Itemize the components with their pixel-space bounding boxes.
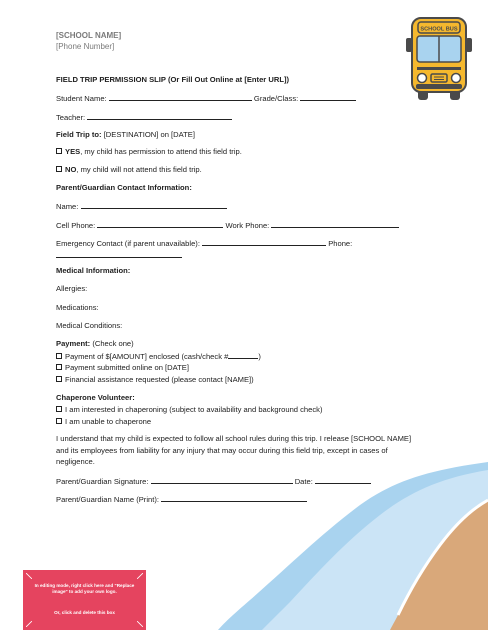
signature-row xyxy=(56,476,371,486)
form-title: FIELD TRIP PERMISSION SLIP (Or Fill Out Online at [Enter URL]) xyxy=(56,75,290,84)
name-label: Name: xyxy=(56,202,79,211)
field-trip-row xyxy=(56,130,195,139)
payment-label: Payment: xyxy=(56,339,91,348)
logo-instruction: In editing mode, right click here and "Replace image" to add your own logo. xyxy=(34,583,135,594)
emergency-contact-field[interactable] xyxy=(202,238,326,246)
corner-mark-icon xyxy=(26,621,32,627)
payment-option-amount xyxy=(56,351,261,361)
student-name-field[interactable] xyxy=(109,93,252,101)
payment-heading-row xyxy=(56,339,134,348)
logo-placeholder[interactable] xyxy=(23,570,146,630)
chaperone-interested-text: I am interested in chaperoning (subject to availability and background check) xyxy=(65,405,323,414)
emergency-phone-field[interactable] xyxy=(56,250,182,258)
contact-heading: Parent/Guardian Contact Information: xyxy=(56,183,192,192)
school-bus-icon xyxy=(404,12,474,104)
medical-heading: Medical Information: xyxy=(56,266,131,275)
payment-online-text: Payment submitted online on [DATE] xyxy=(65,363,189,372)
field-trip-value: [DESTINATION] on [DATE] xyxy=(103,130,195,139)
payment-assistance-text: Financial assistance requested (please contact [NAME]) xyxy=(65,375,254,384)
grade-class-label: Grade/Class: xyxy=(253,94,299,103)
no-text: , my child will not attend this field trip. xyxy=(76,165,202,174)
payment-amount-close: ) xyxy=(258,352,261,361)
check-number-field[interactable] xyxy=(228,351,258,359)
printed-name-row xyxy=(56,494,307,504)
signature-label: Parent/Guardian Signature: xyxy=(56,477,149,486)
teacher-label: Teacher: xyxy=(56,113,86,122)
school-phone: [Phone Number] xyxy=(56,42,115,51)
emergency-row xyxy=(56,238,352,248)
payment-option-assistance xyxy=(56,375,254,384)
date-label: Date: xyxy=(294,477,313,486)
payment-amount-checkbox[interactable] xyxy=(56,353,62,359)
medical-conditions-label: Medical Conditions: xyxy=(56,321,123,330)
teacher-row xyxy=(56,112,232,122)
emergency-phone-label: Phone: xyxy=(328,239,353,248)
work-phone-field[interactable] xyxy=(271,220,399,228)
date-field[interactable] xyxy=(315,476,371,484)
yes-checkbox[interactable] xyxy=(56,148,62,154)
payment-note: (Check one) xyxy=(92,339,134,348)
logo-delete-instruction: Or, click and delete this box xyxy=(54,610,115,615)
phone-row xyxy=(56,220,399,230)
student-row xyxy=(56,93,356,103)
school-name: [SCHOOL NAME] xyxy=(56,31,122,40)
yes-label: YES xyxy=(65,147,81,156)
corner-mark-icon xyxy=(137,621,143,627)
grade-class-field[interactable] xyxy=(300,93,356,101)
chaperone-unable-text: I am unable to chaperone xyxy=(65,417,152,426)
medications-label: Medications: xyxy=(56,303,99,312)
name-field[interactable] xyxy=(81,201,227,209)
payment-assistance-checkbox[interactable] xyxy=(56,376,62,382)
chaperone-heading: Chaperone Volunteer: xyxy=(56,393,135,402)
emergency-contact-label: Emergency Contact (if parent unavailable): xyxy=(56,239,200,248)
no-label: NO xyxy=(65,165,77,174)
student-name-label: Student Name: xyxy=(56,94,107,103)
no-checkbox[interactable] xyxy=(56,166,62,172)
cell-phone-field[interactable] xyxy=(97,220,223,228)
yes-text: , my child has permission to attend this field trip. xyxy=(80,147,242,156)
work-phone-label: Work Phone: xyxy=(225,221,270,230)
no-option xyxy=(56,165,202,174)
name-row xyxy=(56,201,227,211)
printed-name-label: Parent/Guardian Name (Print): xyxy=(56,495,159,504)
corner-mark-icon xyxy=(137,573,143,579)
liability-agreement: I understand that my child is expected to follow all school rules during this trip. I release [SCHOOL NAME] and its employees from liability for any injury that may occur during this field trip, except in cases of negligence. xyxy=(56,434,412,466)
chaperone-interested-checkbox[interactable] xyxy=(56,406,62,412)
printed-name-field[interactable] xyxy=(161,494,307,502)
chaperone-unable-checkbox[interactable] xyxy=(56,418,62,424)
school-header xyxy=(56,30,121,52)
payment-option-online xyxy=(56,363,189,372)
emergency-phone-row xyxy=(56,250,182,260)
payment-amount-text: Payment of $[AMOUNT] enclosed (cash/check # xyxy=(65,352,229,361)
chaperone-option-unable xyxy=(56,417,151,426)
cell-phone-label: Cell Phone: xyxy=(56,221,96,230)
signature-field[interactable] xyxy=(151,476,293,484)
teacher-field[interactable] xyxy=(87,112,232,120)
chaperone-option-interested xyxy=(56,405,323,414)
allergies-label: Allergies: xyxy=(56,284,88,293)
payment-online-checkbox[interactable] xyxy=(56,364,62,370)
corner-mark-icon xyxy=(26,573,32,579)
bus-label: SCHOOL BUS xyxy=(420,26,458,33)
yes-option xyxy=(56,147,242,156)
field-trip-label: Field Trip to: xyxy=(56,130,102,139)
